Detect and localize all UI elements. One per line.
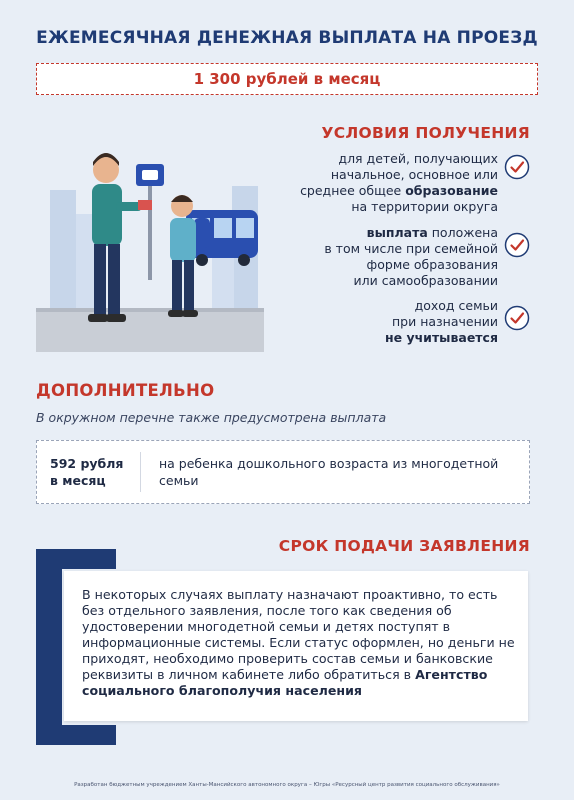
deadline-note-card — [64, 571, 528, 721]
condition-item-income — [385, 298, 498, 346]
condition-item-education — [300, 151, 498, 215]
condition-line: для детей, получающих — [338, 151, 498, 166]
payment-amount-box — [36, 63, 538, 95]
decorative-frame-bottom — [36, 725, 116, 745]
check-icon — [504, 232, 530, 258]
condition-line: на территории округа — [351, 199, 498, 214]
conditions-heading: УСЛОВИЯ ПОЛУЧЕНИЯ — [321, 124, 530, 142]
extra-amount — [37, 452, 141, 492]
condition-bold: выплата — [366, 225, 428, 240]
illustration-bus-stop — [36, 140, 264, 352]
extra-description: на ребенка дошкольного возраста из многодетной семьи — [159, 456, 499, 488]
check-icon — [504, 305, 530, 331]
deadline-note-text — [82, 587, 522, 699]
condition-line-bold-wrap — [300, 183, 498, 199]
decorative-frame-top — [36, 549, 116, 569]
check-icon — [504, 154, 530, 180]
footer: Разработан бюджетным учреждением Ханты-Мансийского автономного округа – Югры «Ресурсный центр развития социального обслуживания» — [74, 782, 500, 788]
deadline-text: В некоторых случаях выплату назначают проактивно, то есть без отдельного заявления, после того как сведения об удостоверении многодетной семьи и детях поступят в информационные системы. Если статус оформлен, но деньги не приходят, необходимо проверить состав семьи и банковские реквизиты в личном кабинете либо обратиться в — [82, 587, 515, 682]
extra-amount-line: в месяц — [50, 473, 106, 488]
condition-bold: образование — [405, 183, 498, 198]
extra-amount-line: 592 рубля — [50, 456, 124, 471]
extra-subtitle: В окружном перечне также предусмотрена выплата — [36, 410, 387, 425]
condition-line: положена — [427, 225, 498, 240]
condition-line: доход семьи — [414, 298, 498, 313]
condition-line: в том числе при семейной — [324, 241, 498, 256]
decorative-frame — [36, 549, 62, 745]
condition-line: начальное, основное или — [330, 167, 498, 182]
deadline-heading: СРОК ПОДАЧИ ЗАЯВЛЕНИЯ — [278, 537, 530, 555]
condition-bold: не учитывается — [384, 330, 498, 345]
condition-line: или самообразовании — [353, 273, 498, 288]
condition-item-family-education — [324, 225, 498, 289]
condition-line: среднее общее — [300, 183, 406, 198]
condition-line: при назначении — [391, 314, 498, 329]
page-title: ЕЖЕМЕСЯЧНАЯ ДЕНЕЖНАЯ ВЫПЛАТА НА ПРОЕЗД — [36, 28, 538, 48]
agency-name: Агентство социального благополучия населения — [82, 667, 488, 698]
condition-line: форме образования — [366, 257, 498, 272]
payment-amount: 1 300 рублей в месяц — [193, 70, 381, 88]
extra-payment-card — [36, 440, 530, 504]
condition-line-bold-wrap — [324, 225, 498, 241]
extra-heading: ДОПОЛНИТЕЛЬНО — [36, 381, 215, 400]
